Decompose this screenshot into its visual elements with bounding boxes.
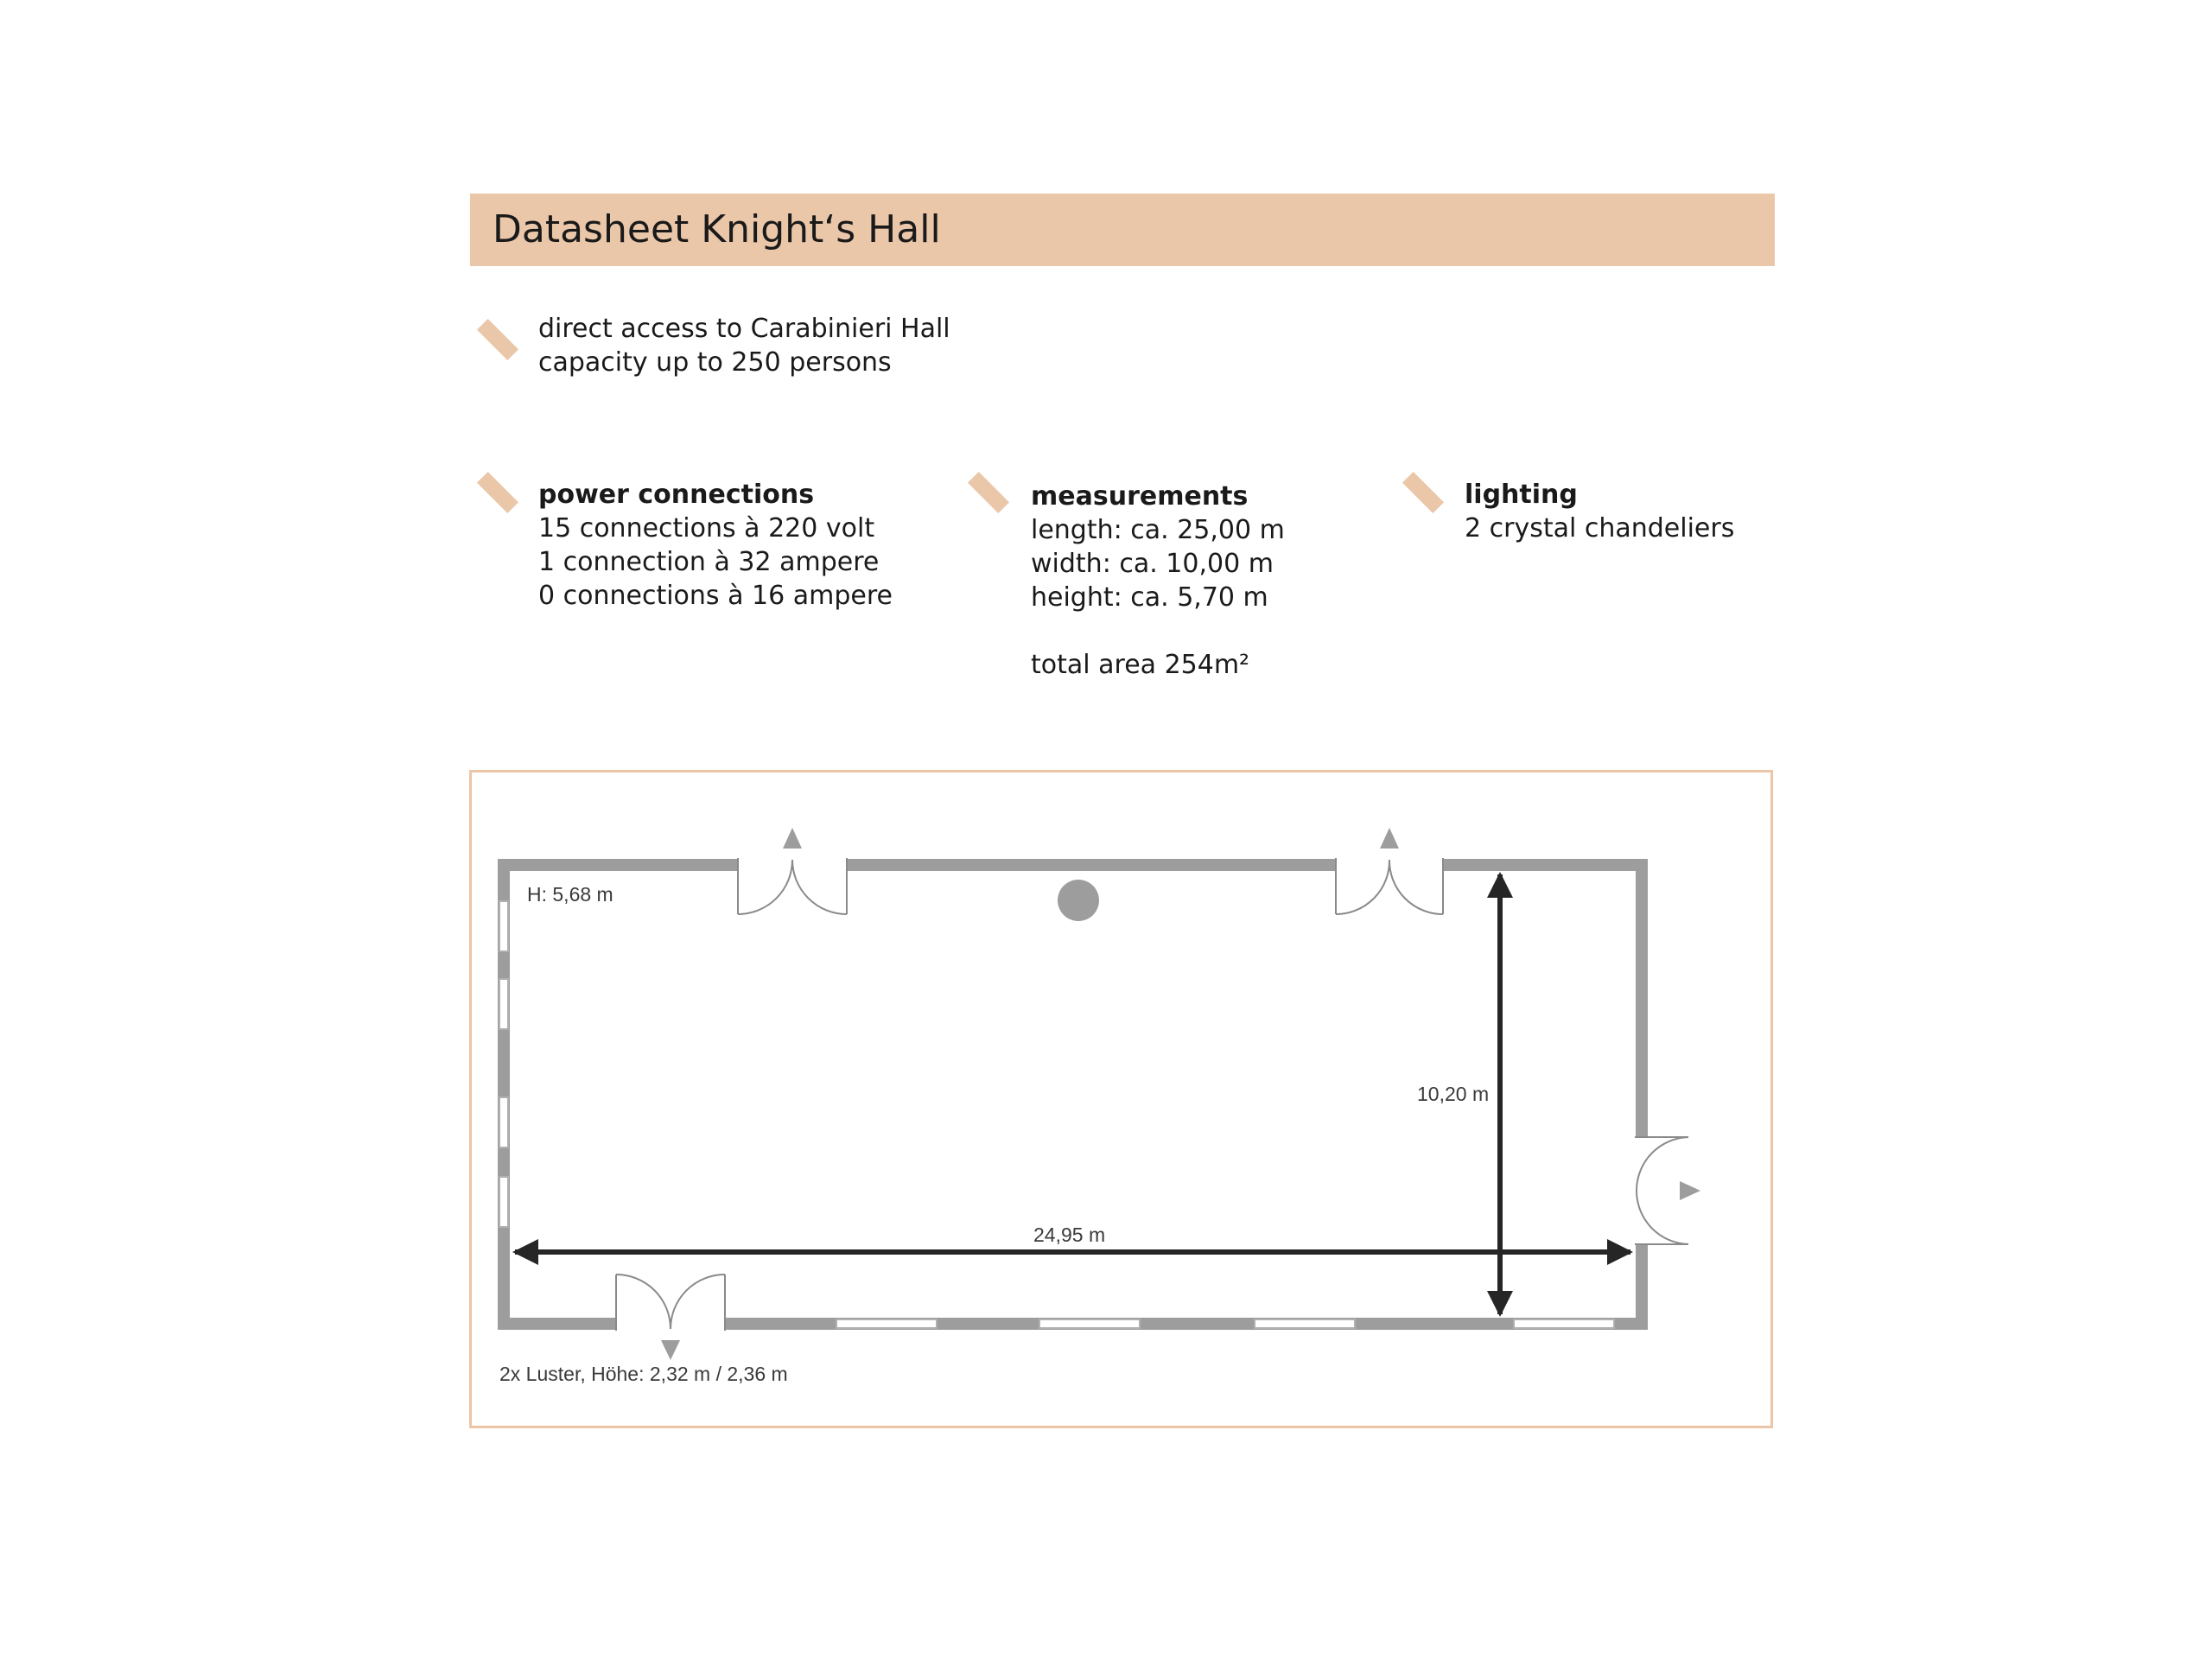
total-area: total area 254m² xyxy=(1031,650,1250,680)
pillar-icon xyxy=(1058,880,1099,921)
door-top-right xyxy=(1336,828,1443,914)
power-heading: power connections xyxy=(538,480,815,510)
chandelier-note: 2x Luster, Höhe: 2,32 m / 2,36 m xyxy=(499,1363,788,1385)
measurement-line: height: ca. 5,70 m xyxy=(1031,582,1268,613)
power-line: 1 connection à 32 ampere xyxy=(538,547,880,577)
length-dimension-label: 24,95 m xyxy=(1033,1224,1106,1246)
door-bottom xyxy=(616,1274,725,1360)
measurements-heading: measurements xyxy=(1031,481,1249,512)
measurement-line: width: ca. 10,00 m xyxy=(1031,549,1274,579)
page-title: Datasheet Knight‘s Hall xyxy=(493,207,941,251)
intro-line-access: direct access to Carabinieri Hall xyxy=(538,314,950,344)
width-dimension-label: 10,20 m xyxy=(1417,1083,1490,1105)
door-top-left xyxy=(738,828,847,914)
power-line: 15 connections à 220 volt xyxy=(538,513,875,543)
lighting-heading: lighting xyxy=(1465,480,1578,510)
door-right xyxy=(1635,1137,1700,1244)
lighting-line: 2 crystal chandeliers xyxy=(1465,513,1735,543)
measurement-line: length: ca. 25,00 m xyxy=(1031,515,1285,545)
room-height-label: H: 5,68 m xyxy=(527,883,613,906)
power-line: 0 connections à 16 ampere xyxy=(538,581,893,611)
intro-line-capacity: capacity up to 250 persons xyxy=(538,347,892,378)
